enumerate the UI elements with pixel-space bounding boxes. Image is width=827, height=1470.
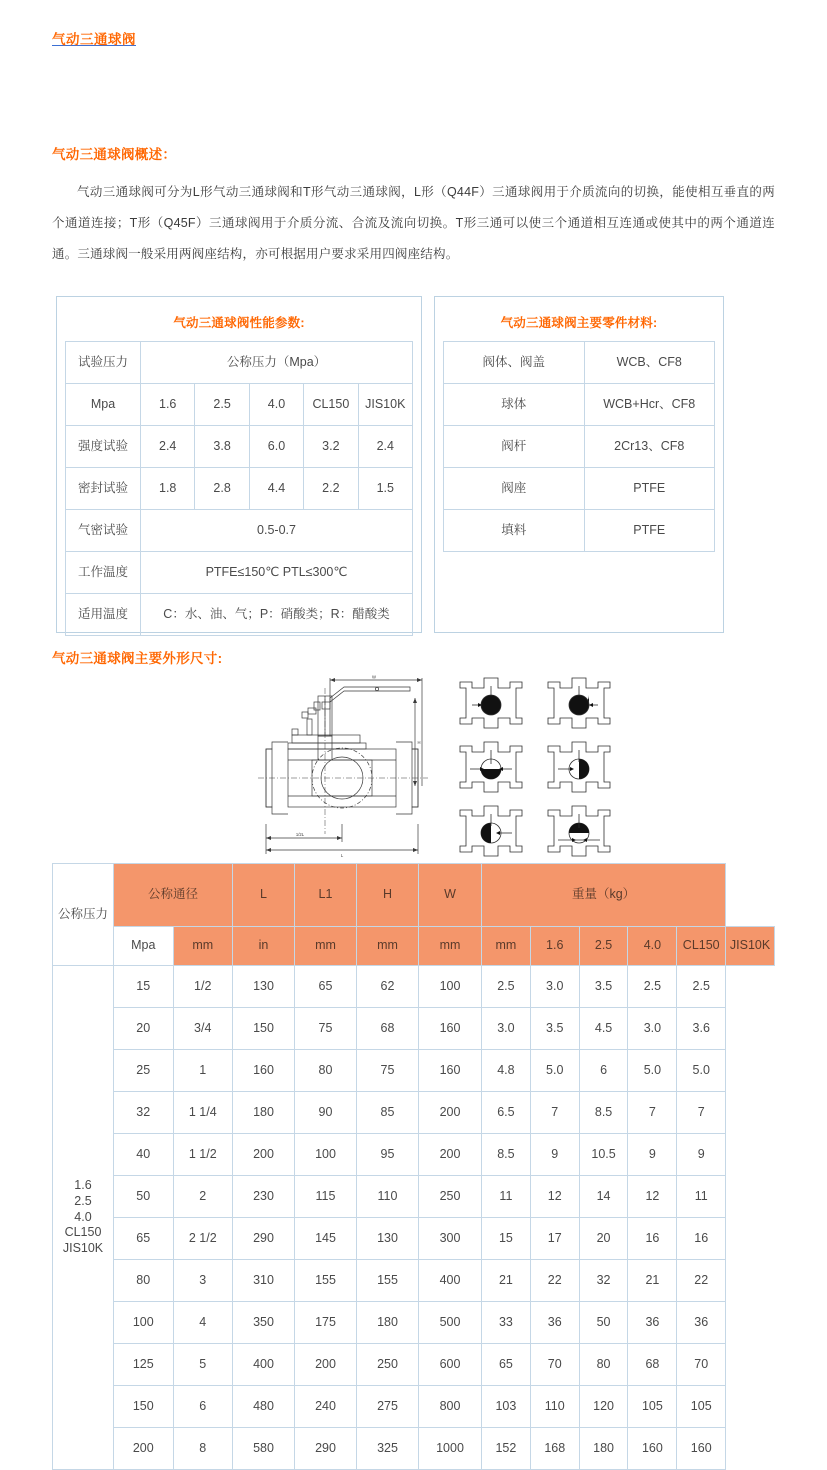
material-part: 阀杆 [444,426,585,468]
weight-jis10k-cell: 160 [677,1428,726,1470]
header-l: L [233,864,295,927]
bore-in-cell: 2 1/2 [173,1218,233,1260]
perf-cell: JIS10K [358,384,412,426]
length-l-cell: 230 [233,1176,295,1218]
overview-paragraph: 气动三通球阀可分为L形气动三通球阀和T形气动三通球阀，L形（Q44F）三通球阀用于介质流向的切换，能使相互垂直的两个通道连接；T形（Q45F）三通球阀用于介质分流、合流及流向切换。T形三通可以使三个通道相互连通或使其中的两个通道连通。三通球阀一般采用两阀座结构，亦可根据用户要求采用四阀座结构。 [52,185,775,261]
width-w-cell: 300 [419,1218,482,1260]
weight-1-6-cell: 33 [482,1302,531,1344]
table-row [53,1428,775,1470]
drawings-area [0,671,827,863]
length-l-cell: 200 [233,1134,295,1176]
length-l1-cell: 175 [295,1302,357,1344]
material-value: PTFE [584,510,715,552]
header-unit-bore-in: in [233,927,295,966]
material-value: WCB、CF8 [584,342,715,384]
header-weight-16: 1.6 [530,927,579,966]
performance-table-container [56,296,422,633]
height-h-cell: 95 [357,1134,419,1176]
material-part: 球体 [444,384,585,426]
weight-2-5-cell: 70 [530,1344,579,1386]
bore-mm-cell: 200 [114,1428,174,1470]
table-row [53,1092,775,1134]
bore-mm-cell: 50 [114,1176,174,1218]
material-table-caption: 气动三通球阀主要零件材料: [500,316,658,330]
weight-2-5-cell: 3.0 [530,966,579,1008]
weight-2-5-cell: 110 [530,1386,579,1428]
width-w-cell: 200 [419,1134,482,1176]
perf-cell: 1.6 [141,384,195,426]
header-weight-cl150: CL150 [677,927,726,966]
bore-in-cell: 1 1/2 [173,1134,233,1176]
length-l1-cell: 145 [295,1218,357,1260]
bore-mm-cell: 20 [114,1008,174,1050]
table-row [53,1386,775,1428]
weight-jis10k-cell: 70 [677,1344,726,1386]
length-l1-cell: 65 [295,966,357,1008]
weight-2-5-cell: 3.5 [530,1008,579,1050]
bore-mm-cell: 65 [114,1218,174,1260]
table-row [53,1344,775,1386]
table-row [66,552,413,594]
table-row [53,1050,775,1092]
perf-cell: CL150 [304,384,358,426]
dimension-table [52,863,775,1470]
width-w-cell: 800 [419,1386,482,1428]
pressure-rating-value: CL150 [64,1225,102,1240]
weight-cl150-cell: 5.0 [628,1050,677,1092]
header-bore: 公称通径 [114,864,233,927]
header-unit-w: mm [482,927,531,966]
perf-row-label: 强度试验 [66,426,141,468]
width-w-cell: 600 [419,1344,482,1386]
material-value: WCB+Hcr、CF8 [584,384,715,426]
page-title-area [0,0,827,49]
svg-text:W: W [371,674,376,680]
pressure-rating-value: 4.0 [74,1209,92,1224]
bore-in-cell: 1/2 [173,966,233,1008]
weight-1-6-cell: 65 [482,1344,531,1386]
svg-text:H: H [416,740,421,745]
header-unit-h: mm [419,927,482,966]
t-port-flow-diagram-2-icon [542,738,616,796]
weight-1-6-cell: 4.8 [482,1050,531,1092]
height-h-cell: 75 [357,1050,419,1092]
table-header-row [53,927,775,966]
bore-in-cell: 3/4 [173,1008,233,1050]
dimension-table-body [53,966,775,1470]
header-pressure: 公称压力 [53,864,114,966]
table-row [53,1302,775,1344]
bore-mm-cell: 25 [114,1050,174,1092]
table-row [53,1008,775,1050]
height-h-cell: 155 [357,1260,419,1302]
bore-in-cell: 6 [173,1386,233,1428]
table-row [66,468,413,510]
width-w-cell: 160 [419,1008,482,1050]
weight-cl150-cell: 36 [628,1302,677,1344]
pressure-rating-value: 2.5 [74,1194,92,1209]
weight-1-6-cell: 2.5 [482,966,531,1008]
dimension-table-head [53,864,775,966]
table-row [66,594,413,636]
table-row [53,1260,775,1302]
weight-4-0-cell: 32 [579,1260,628,1302]
header-weight-25: 2.5 [579,927,628,966]
table-row [66,384,413,426]
svg-text:L: L [340,853,343,858]
dimension-heading: 气动三通球阀主要外形尺寸: [52,651,223,666]
weight-2-5-cell: 9 [530,1134,579,1176]
table-row [66,426,413,468]
material-value: 2Cr13、CF8 [584,426,715,468]
bore-mm-cell: 80 [114,1260,174,1302]
perf-cell: 2.4 [358,426,412,468]
material-table-container [434,296,724,633]
perf-row-span: PTFE≤150℃ PTL≤300℃ [141,552,413,594]
bore-in-cell: 8 [173,1428,233,1470]
height-h-cell: 275 [357,1386,419,1428]
weight-jis10k-cell: 2.5 [677,966,726,1008]
length-l1-cell: 115 [295,1176,357,1218]
perf-cell: 3.2 [304,426,358,468]
perf-cell: 1.5 [358,468,412,510]
bore-mm-cell: 32 [114,1092,174,1134]
l-port-flow-diagram-2-icon [542,674,616,732]
header-weight: 重量（kg） [482,864,726,927]
perf-row-label: 密封试验 [66,468,141,510]
dimension-table-container [0,863,827,1470]
perf-cell: 3.8 [195,426,249,468]
flow-diagram-grid [454,674,616,860]
height-h-cell: 130 [357,1218,419,1260]
length-l1-cell: 155 [295,1260,357,1302]
t-port-flow-diagram-1-icon [454,738,528,796]
perf-row-label: 试验压力 [66,342,141,384]
length-l-cell: 290 [233,1218,295,1260]
table-row [53,1176,775,1218]
header-h: H [357,864,419,927]
weight-1-6-cell: 3.0 [482,1008,531,1050]
weight-1-6-cell: 21 [482,1260,531,1302]
width-w-cell: 250 [419,1176,482,1218]
table-header-row [53,864,775,927]
length-l1-cell: 240 [295,1386,357,1428]
weight-1-6-cell: 152 [482,1428,531,1470]
perf-cell: 6.0 [249,426,303,468]
header-weight-jis10k: JIS10K [726,927,775,966]
material-table [443,341,715,552]
length-l-cell: 580 [233,1428,295,1470]
pressure-rating-value: 1.6 [74,1178,92,1193]
weight-4-0-cell: 120 [579,1386,628,1428]
height-h-cell: 85 [357,1092,419,1134]
length-l-cell: 180 [233,1092,295,1134]
length-l1-cell: 90 [295,1092,357,1134]
width-w-cell: 1000 [419,1428,482,1470]
header-weight-40: 4.0 [628,927,677,966]
length-l-cell: 310 [233,1260,295,1302]
weight-2-5-cell: 7 [530,1092,579,1134]
weight-2-5-cell: 12 [530,1176,579,1218]
perf-cell: 2.5 [195,384,249,426]
weight-cl150-cell: 7 [628,1092,677,1134]
perf-row-label: 气密试验 [66,510,141,552]
weight-4-0-cell: 8.5 [579,1092,628,1134]
bore-mm-cell: 125 [114,1344,174,1386]
width-w-cell: 500 [419,1302,482,1344]
weight-2-5-cell: 36 [530,1302,579,1344]
overview-heading: 气动三通球阀概述： [52,147,177,162]
weight-1-6-cell: 8.5 [482,1134,531,1176]
weight-4-0-cell: 6 [579,1050,628,1092]
perf-cell: 2.8 [195,468,249,510]
table-row [53,966,775,1008]
weight-cl150-cell: 3.0 [628,1008,677,1050]
weight-2-5-cell: 5.0 [530,1050,579,1092]
weight-1-6-cell: 15 [482,1218,531,1260]
length-l-cell: 160 [233,1050,295,1092]
width-w-cell: 100 [419,966,482,1008]
header-unit-bore-mm: mm [173,927,233,966]
weight-jis10k-cell: 22 [677,1260,726,1302]
weight-jis10k-cell: 36 [677,1302,726,1344]
svg-text:1/2L: 1/2L [295,832,304,837]
l-port-flow-diagram-1-icon [454,674,528,732]
length-l-cell: 350 [233,1302,295,1344]
weight-1-6-cell: 6.5 [482,1092,531,1134]
length-l1-cell: 290 [295,1428,357,1470]
table-row [444,468,715,510]
table-row [66,510,413,552]
bore-mm-cell: 15 [114,966,174,1008]
performance-table [65,341,413,636]
header-w: W [419,864,482,927]
weight-1-6-cell: 11 [482,1176,531,1218]
spec-tables-row [0,296,827,633]
height-h-cell: 62 [357,966,419,1008]
weight-4-0-cell: 14 [579,1176,628,1218]
height-h-cell: 68 [357,1008,419,1050]
pressure-rating-value: JIS10K [62,1240,104,1255]
length-l-cell: 400 [233,1344,295,1386]
table-row [53,1134,775,1176]
weight-jis10k-cell: 105 [677,1386,726,1428]
bore-in-cell: 2 [173,1176,233,1218]
weight-1-6-cell: 103 [482,1386,531,1428]
weight-4-0-cell: 180 [579,1428,628,1470]
table-row [444,384,715,426]
material-value: PTFE [584,468,715,510]
perf-cell: 4.4 [249,468,303,510]
weight-cl150-cell: 105 [628,1386,677,1428]
bore-in-cell: 1 1/4 [173,1092,233,1134]
height-h-cell: 250 [357,1344,419,1386]
weight-4-0-cell: 50 [579,1302,628,1344]
header-unit-pressure: Mpa [114,927,174,966]
material-part: 阀体、阀盖 [444,342,585,384]
height-h-cell: 110 [357,1176,419,1218]
width-w-cell: 200 [419,1092,482,1134]
weight-cl150-cell: 21 [628,1260,677,1302]
perf-row-label: Mpa [66,384,141,426]
bore-in-cell: 3 [173,1260,233,1302]
weight-cl150-cell: 160 [628,1428,677,1470]
length-l-cell: 130 [233,966,295,1008]
perf-cell: 4.0 [249,384,303,426]
material-part: 阀座 [444,468,585,510]
width-w-cell: 400 [419,1260,482,1302]
weight-cl150-cell: 2.5 [628,966,677,1008]
weight-4-0-cell: 80 [579,1344,628,1386]
weight-4-0-cell: 10.5 [579,1134,628,1176]
height-h-cell: 180 [357,1302,419,1344]
weight-4-0-cell: 3.5 [579,966,628,1008]
perf-row-span: 公称压力（Mpa） [141,342,413,384]
perf-row-span: C：水、油、气；P：硝酸类；R：醋酸类 [141,594,413,636]
bore-in-cell: 4 [173,1302,233,1344]
weight-cl150-cell: 9 [628,1134,677,1176]
table-row [444,426,715,468]
page-title-link[interactable]: 气动三通球阀 [52,32,136,47]
ball-valve-outline-drawing-icon [252,674,432,860]
pressure-rating-cell [53,966,114,1470]
bore-mm-cell: 150 [114,1386,174,1428]
table-row [444,510,715,552]
weight-jis10k-cell: 11 [677,1176,726,1218]
weight-4-0-cell: 20 [579,1218,628,1260]
perf-row-span: 0.5-0.7 [141,510,413,552]
length-l-cell: 480 [233,1386,295,1428]
weight-jis10k-cell: 9 [677,1134,726,1176]
height-h-cell: 325 [357,1428,419,1470]
bore-mm-cell: 40 [114,1134,174,1176]
length-l1-cell: 80 [295,1050,357,1092]
header-l1: L1 [295,864,357,927]
t-port-flow-diagram-3-icon [454,802,528,860]
bore-mm-cell: 100 [114,1302,174,1344]
table-row [444,342,715,384]
weight-jis10k-cell: 5.0 [677,1050,726,1092]
weight-jis10k-cell: 16 [677,1218,726,1260]
table-row [53,1218,775,1260]
table-row [66,342,413,384]
length-l1-cell: 200 [295,1344,357,1386]
perf-cell: 1.8 [141,468,195,510]
performance-table-caption: 气动三通球阀性能参数: [173,316,305,330]
bore-in-cell: 1 [173,1050,233,1092]
length-l1-cell: 75 [295,1008,357,1050]
weight-2-5-cell: 17 [530,1218,579,1260]
weight-cl150-cell: 16 [628,1218,677,1260]
perf-row-label: 工作温度 [66,552,141,594]
weight-2-5-cell: 168 [530,1428,579,1470]
length-l-cell: 150 [233,1008,295,1050]
weight-jis10k-cell: 3.6 [677,1008,726,1050]
weight-jis10k-cell: 7 [677,1092,726,1134]
width-w-cell: 160 [419,1050,482,1092]
perf-cell: 2.4 [141,426,195,468]
weight-2-5-cell: 22 [530,1260,579,1302]
perf-row-label: 适用温度 [66,594,141,636]
header-unit-l: mm [295,927,357,966]
weight-cl150-cell: 12 [628,1176,677,1218]
weight-4-0-cell: 4.5 [579,1008,628,1050]
header-unit-l1: mm [357,927,419,966]
bore-in-cell: 5 [173,1344,233,1386]
perf-cell: 2.2 [304,468,358,510]
weight-cl150-cell: 68 [628,1344,677,1386]
length-l1-cell: 100 [295,1134,357,1176]
t-port-flow-diagram-4-icon [542,802,616,860]
material-part: 填料 [444,510,585,552]
